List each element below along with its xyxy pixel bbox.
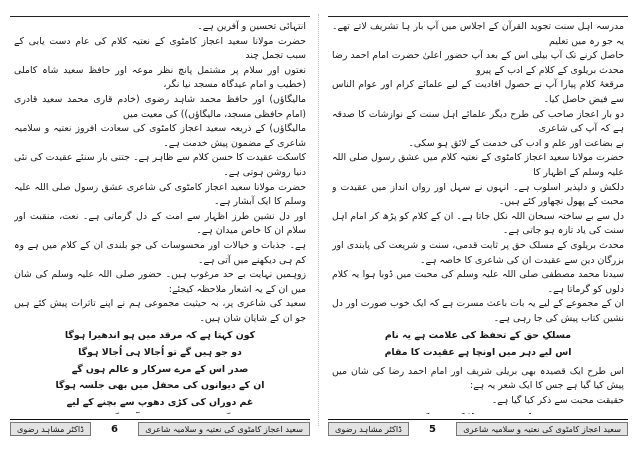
paragraph: سعید کی شاعری پر، بہ حیثیت مجموعی ہم نے اپنے تاثرات پیش کئے ہیں جو ان کے شایان شان ہیں۔ (14, 298, 306, 324)
verse-line: مسلکِ حق کے تحفظ کی علامت ہے یہ نام (384, 330, 572, 342)
paragraph: حضرت مولانا سعید اعجاز کامٹوی کے نعتیہ کلام کی عام دست یابی کے سبب تجمل چند (14, 35, 306, 62)
paragraph: اس طرح ایک قصیدہ بھی بریلی شریف اور امام احمد رضا کی شان میں پیش کیا گیا ہے جس کا ایک شعر یہ ہے: (332, 365, 624, 392)
paragraph: زوہمیں نہایت بے حد مرغوب ہیں۔ حضور صلی اللہ علیہ وسلم کی شان میں ان کے یہ اشعار ملاحظہ کیجئے: (14, 269, 306, 295)
footer-author: ڈاکٹر مشاہد رضوی (10, 422, 91, 436)
paragraph: نعتوں اور سلام پر مشتمل پانچ نظر موعہ اور حافظ سعید شاہ کاملی (خطیب و امام عیدگاہ مسجد نیا نگر، (14, 64, 306, 91)
page-body (332, 20, 624, 414)
paragraph: انتہائی تحسین و آفرین ہے۔ (197, 21, 306, 32)
paragraph: دو بار اعجاز صاحب کی طرح دیگر علمائے اہل سنت کے نوازشات کا صدقہ ہے کہ آپ کی شاعری (332, 108, 624, 135)
paragraph: سیدنا محمد مصطفی صلی اللہ علیہ وسلم کی محبت میں ڈوبا ہوا یہ کلام دلوں کو گرماتا ہے۔ (332, 269, 624, 295)
verse-line (332, 410, 624, 414)
verse-line: ان کے دیوانوں کی محفل میں بھی جلسہ ہوگا (55, 380, 265, 392)
page-body (14, 20, 306, 414)
header-rule (10, 16, 310, 17)
page-number: 5 (429, 423, 437, 435)
footer-series-title: سعید اعجاز کامٹوی کی نعتیہ و سلامیہ شاعری (138, 422, 310, 436)
footer-author: ڈاکٹر مشاہد رضوی (328, 422, 409, 436)
page-number: 6 (111, 423, 119, 435)
verse-line: غم دوراں کی کڑی دھوپ سے بچنے کے لیے (66, 396, 254, 408)
paragraph: محدث بریلوی کے مسلک حق پر ثابت قدمی، سنت و شریعت کی پابندی اور بزرگان دین سے عقیدت ان کی شاعری کا خاصہ ہے۔ (332, 239, 624, 266)
verse-block (332, 410, 624, 414)
paragraph: حاصل کرنے تک آپ بیلی اس کے بعد آپ حضور اعلیٰ حضرت امام احمد رضا محدث بریلوی کے کلام کے ادب کے پیرو (332, 50, 624, 76)
paragraph: دل سے بے ساختہ سبحان اللہ نکل جاتا ہے۔ ان کے کلام کو پڑھ کر امام اہل سنت کی یاد تازہ ہو جاتی ہے۔ (332, 210, 624, 237)
page-6 (10, 8, 310, 444)
paragraph: اور دل نشین طرز اظہار سے امت کے دل گرماتی ہے۔ نعت، منقبت اور سلام ان کا خاص میدان ہے۔ (14, 210, 306, 237)
paragraph: ان کے مجموعے کے لیے یہ بات باعث مسرت ہے کہ ایک خوب صورت اور دل نشین کتاب پیش کی جا رہی ہے۔ (332, 298, 624, 324)
paragraph: مرقعۂ کلام پیارا آپ نے حصول افادیت کے لیے علمائے کرام اور عوام الناس سے فیض حاصل کیا۔ (332, 79, 624, 105)
header-rule (328, 16, 628, 17)
paragraph: حضرت مولانا سعید اعجاز کامٹوی کی شاعری عشق رسول صلی اللہ علیہ وسلم کا ایک آبشار ہے۔ (14, 181, 306, 208)
paragraph: کاسکت عقیدت کا حسن کلام سے ظاہر ہے۔ جتنی بار سنئے عقیدت کی نئی دنیا روشن ہوتی ہے۔ (14, 152, 306, 178)
paragraph: دلکش و دلپذیر اسلوب ہے۔ انہوں نے سہل اور رواں انداز میں عقیدت و محبت کے پھول نچھاور کئے ہیں۔ (332, 181, 624, 208)
paragraph: مدرسہ اہل سنت تجوید القرآن کے اجلاس میں آپ بار ہا تشریف لاتے تھے۔ یہ جو رہ میں تعلیم (332, 21, 624, 47)
verse-line: اس لیے دہر میں اونچا ہے عقیدت کا مقام (384, 347, 572, 359)
page-5 (328, 8, 628, 444)
verse-line: دو جو ہیں گے تو اُجالا ہی اُجالا ہوگا (78, 347, 242, 359)
paragraph: ہے۔ جذبات و خیالات اور محسوسات کی جو بلندی ان کے کلام میں ہے وہ کم ہی دیکھنے میں آتی ہے۔ (14, 239, 306, 266)
page-footer (10, 419, 310, 438)
paragraph: حضرت مولانا سعید اعجاز کامٹوی کے نعتیہ کلام میں عشق رسول صلی اللہ علیہ وسلم کے اظہار کا (332, 152, 624, 178)
paragraph: بے بضاعت اور علم و ادب کی خدمت کے لائق ہو سکی۔ (408, 137, 624, 149)
verse-line: صدر اس کے مرے سرکار و عالم ہوں گے (71, 363, 249, 375)
verse-line: کون کہتا ہے کہ مرقد میں ہو اندھیرا ہوگا (64, 330, 256, 342)
verse-line (14, 411, 306, 414)
page-gutter (318, 14, 319, 426)
paragraph: مالیگاؤں) اور حافظ محمد شاہد رضوی (خادم قاری محمد سعید قادری (امام حافظی مسجد، مالیگاؤں)) کی معیت میں (14, 93, 306, 120)
verse-block (332, 328, 624, 361)
page-footer (328, 419, 628, 438)
paragraph: حقیقت محبت سے ذکر کیا گیا ہے۔ (491, 394, 624, 406)
verse-block (14, 328, 306, 414)
paragraph: مالیگاؤں) کے ذریعہ سعید اعجاز کامٹوی کی سعادت افروز نعتیہ و سلامیہ شاعری کے مضمون پیش خدمت ہے۔ (14, 123, 306, 149)
footer-series-title: سعید اعجاز کامٹوی کی نعتیہ و سلامیہ شاعری (456, 422, 628, 436)
